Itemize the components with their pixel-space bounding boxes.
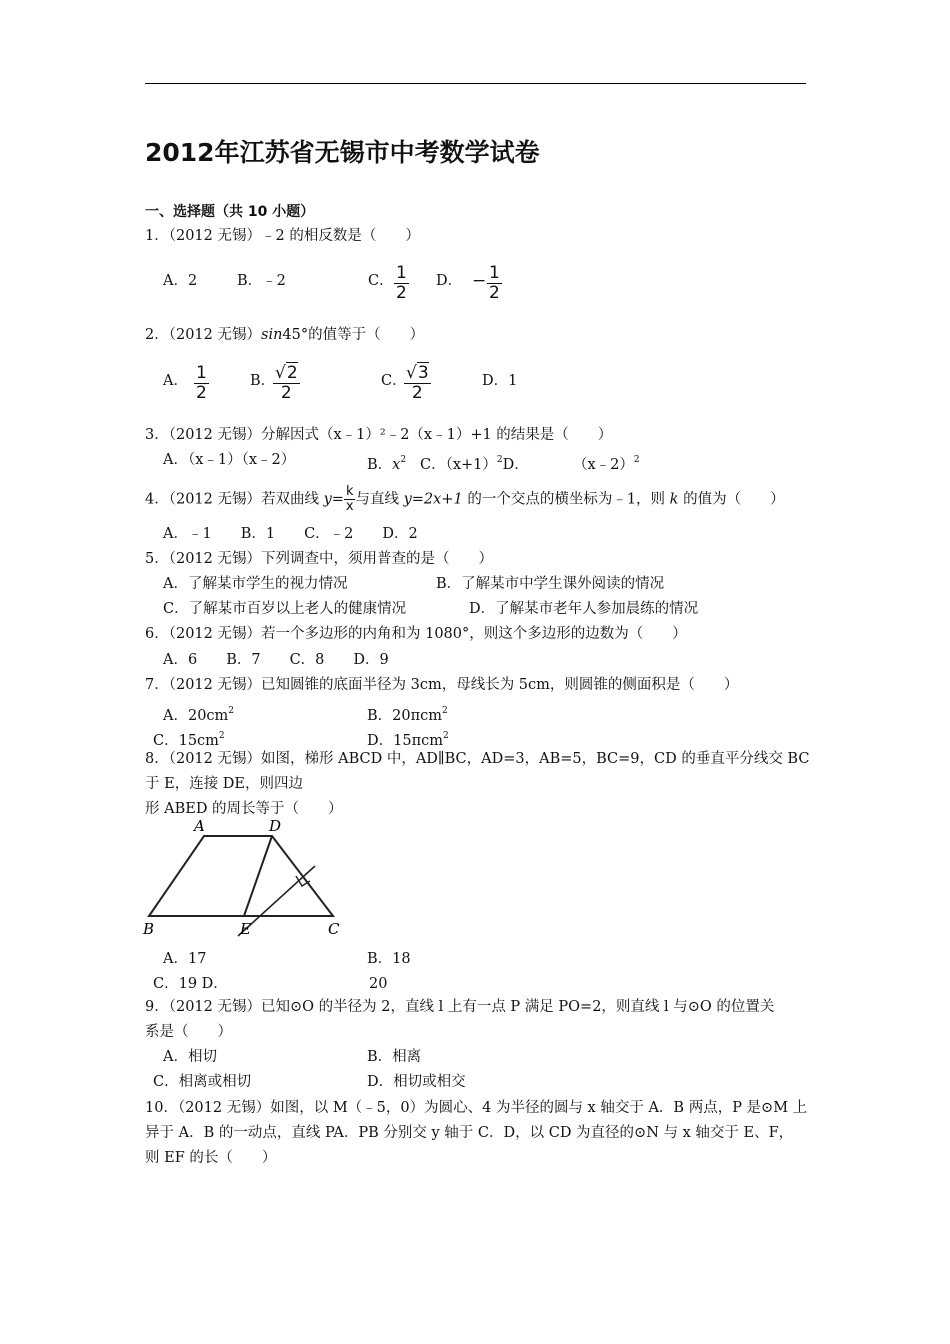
q6-options: A．6 B．7 C．8 D．9 <box>163 652 389 668</box>
q6-stem: 6．（2012 无锡）若一个多边形的内角和为 1080°，则这个多边形的边数为（ ） <box>145 626 687 642</box>
q2-c-numerator <box>404 365 431 384</box>
q2-c-denominator: 2 <box>411 383 423 403</box>
q4-mid: 与直线 <box>355 491 404 508</box>
q10-stem-line3: 则 EF 的长（ ） <box>145 1150 277 1166</box>
q4-stem <box>145 486 785 513</box>
q7-option-b <box>367 701 448 726</box>
q1-stem: 1．（2012 无锡）﹣2 的相反数是（ ） <box>145 228 420 244</box>
q8-option-d: 20 <box>369 976 388 992</box>
header-rule <box>145 83 806 84</box>
q2-option-a-label: A． <box>163 373 188 389</box>
label-B: B <box>143 920 155 938</box>
q4-fraction <box>344 486 356 513</box>
q3-d-text: （x﹣2） <box>573 457 634 473</box>
q3-b-sup: 2 <box>400 455 407 465</box>
q2-a-denominator: 2 <box>196 383 207 403</box>
q4-pre: 4．（2012 无锡）若双曲线 <box>145 491 324 508</box>
q1-option-d-minus: − <box>472 271 487 291</box>
q3-option-a: A．（x﹣1）（x﹣2） <box>163 452 296 468</box>
label-E: E <box>240 920 251 938</box>
q2-b-denominator: 2 <box>280 383 292 403</box>
label-A: A <box>194 818 205 835</box>
q7-option-a <box>163 701 234 726</box>
q1-option-c-fraction <box>394 265 409 302</box>
q4-y2: y=2x+1 <box>403 491 463 508</box>
q2-option-b-label: B． <box>250 373 276 389</box>
q7-option-c <box>153 726 225 751</box>
section-heading: 一、选择题（共 10 小题） <box>145 204 315 220</box>
q5-stem: 5．（2012 无锡）下列调查中，须用普查的是（ ） <box>145 551 493 567</box>
q2-c-radicand: 3 <box>417 363 429 383</box>
q5-option-b: B．了解某市中学生课外阅读的情况 <box>436 576 665 592</box>
q4-post: 的一个交点的横坐标为﹣1，则 <box>462 491 670 508</box>
q3-option-d <box>573 450 640 475</box>
q1-option-d-label: D． <box>436 273 463 289</box>
q9-stem-line1: 9．（2012 无锡）已知⊙O 的半径为 2，直线 l 上有一点 P 满足 PO=2，则直线 l 与⊙O 的位置关 <box>145 999 775 1015</box>
q9-stem-line2: 系是（ ） <box>145 1024 232 1040</box>
q7-a-sup: 2 <box>228 706 235 716</box>
q8-trapezoid-figure <box>140 818 350 943</box>
q5-option-c: C．了解某市百岁以上老人的健康情况 <box>163 601 407 617</box>
q2-stem-post: 45°的值等于（ ） <box>282 327 425 343</box>
q2-option-c-fraction <box>404 365 431 402</box>
q3-c-text: C．（x+1） <box>420 457 497 473</box>
q1-option-a: A．2 <box>163 273 198 289</box>
label-D: D <box>269 818 282 835</box>
q2-b-numerator <box>273 365 300 384</box>
q9-option-d: D．相切或相交 <box>367 1074 466 1090</box>
q2-c-root: √ <box>406 363 417 383</box>
q4-k: k <box>345 484 354 499</box>
q1-d-numerator: 1 <box>489 263 500 283</box>
q7-d-sup: 2 <box>442 731 449 741</box>
q9-option-c: C．相离或相切 <box>153 1074 252 1090</box>
q4-y1: y= <box>323 491 344 508</box>
q4-x: x <box>345 499 354 514</box>
q1-c-denominator: 2 <box>396 283 407 303</box>
q5-option-a: A．了解某市学生的视力情况 <box>163 576 348 592</box>
q2-b-root: √ <box>275 363 286 383</box>
q1-option-c-label: C． <box>368 273 394 289</box>
q4-kvar: k <box>669 491 679 508</box>
q2-b-radicand: 2 <box>286 363 298 383</box>
q2-option-c-label: C． <box>381 373 407 389</box>
q7-c-text: C．15cm <box>153 733 219 749</box>
q2-stem-pre: 2．（2012 无锡） <box>145 327 261 343</box>
q9-option-b: B．相离 <box>367 1049 422 1065</box>
q7-option-d <box>367 726 449 751</box>
q8-stem-line3: 形 ABED 的周长等于（ ） <box>145 801 343 817</box>
q1-c-numerator: 1 <box>396 263 407 283</box>
q1-d-denominator: 2 <box>489 283 500 303</box>
q10-stem-line1: 10．（2012 无锡）如图，以 M（﹣5，0）为圆心、4 为半径的圆与 x 轴交于 A．B 两点，P 是⊙M 上 <box>145 1100 808 1116</box>
q3-d-sup: 2 <box>633 455 640 465</box>
q1-option-d-fraction <box>487 265 502 302</box>
q7-stem: 7．（2012 无锡）已知圆锥的底面半径为 3cm，母线长为 5cm，则圆锥的侧面积是（ ） <box>145 677 739 693</box>
q4-options: A．﹣1 B．1 C．﹣2 D．2 <box>163 526 418 542</box>
q2-option-d: D．1 <box>482 373 518 389</box>
q2-stem <box>145 325 424 345</box>
q3-d-label: D． <box>502 457 529 473</box>
q8-stem-line2: 于 E，连接 DE，则四边 <box>145 776 304 792</box>
q3-b-label: B． <box>367 457 393 473</box>
q7-b-sup: 2 <box>442 706 448 716</box>
q7-b-text: B．20πcm <box>367 708 443 724</box>
q10-stem-line2: 异于 A．B 的一动点，直线 PA．PB 分别交 y 轴于 C．D，以 CD 为直径的⊙N 与 x 轴交于 E、F， <box>145 1125 794 1141</box>
q8-option-c: C．19 D． <box>153 976 228 992</box>
segment-de <box>244 836 272 916</box>
q7-c-sup: 2 <box>218 731 225 741</box>
q3-c-sup: 2 <box>496 455 503 465</box>
q8-stem-line1: 8．（2012 无锡）如图，梯形 ABCD 中，AD∥BC，AD=3，AB=5，BC=9，CD 的垂直平分线交 BC <box>145 751 810 767</box>
q3-option-c <box>420 450 529 475</box>
trapezoid-abcd <box>149 836 333 916</box>
q3-stem: 3．（2012 无锡）分解因式（x﹣1）²﹣2（x﹣1）+1 的结果是（ ） <box>145 427 613 443</box>
q3-b-var: x <box>392 457 401 473</box>
q5-option-d: D．了解某市老年人参加晨练的情况 <box>469 601 699 617</box>
q8-option-a: A．17 <box>163 951 207 967</box>
q8-option-b: B．18 <box>367 951 411 967</box>
q4-post2: 的值为（ ） <box>678 491 785 508</box>
label-C: C <box>328 920 340 938</box>
q2-sin: sin <box>261 327 283 343</box>
q7-d-text: D．15πcm <box>367 733 443 749</box>
q2-option-a-fraction <box>194 365 209 402</box>
q1-option-b: B．﹣2 <box>237 273 286 289</box>
q3-option-b <box>367 450 406 475</box>
q2-a-numerator: 1 <box>196 363 207 383</box>
q9-option-a: A．相切 <box>163 1049 217 1065</box>
page-title: 2012年江苏省无锡市中考数学试卷 <box>145 138 540 167</box>
q7-a-text: A．20cm <box>163 708 229 724</box>
q2-option-b-fraction <box>273 365 300 402</box>
